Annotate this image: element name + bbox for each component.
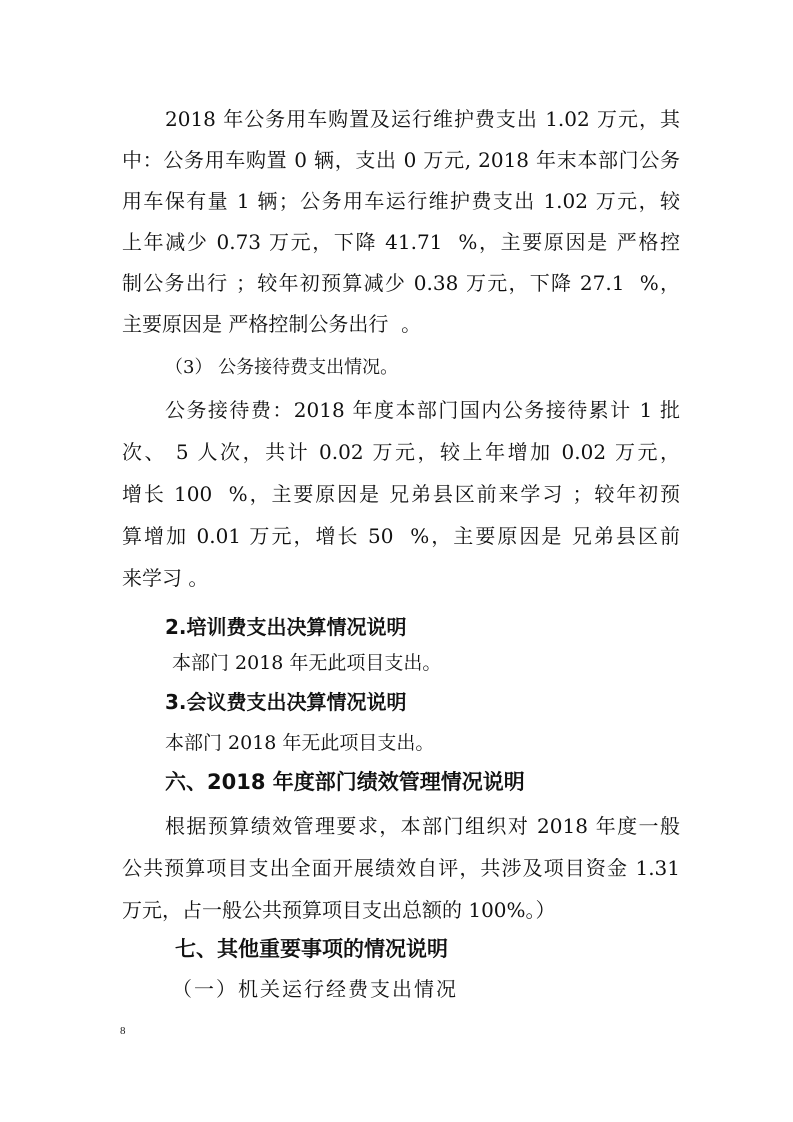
meeting-heading: 3.会议费支出决算情况说明 xyxy=(165,690,407,714)
vehicle-paragraph-line-1: 2018 年公务用车购置及运行维护费支出 1.02 万元，其 xyxy=(165,107,680,131)
reception-paragraph-line-5: 来学习 。 xyxy=(122,566,209,590)
vehicle-paragraph-line-4: 上年减少 0.73 万元，下降 41.71 %，主要原因是 严格控 xyxy=(122,230,680,254)
reception-paragraph-line-4: 算增加 0.01 万元，增长 50 %，主要原因是 兄弟县区前 xyxy=(122,524,680,548)
other-subheading: （一）机关运行经费支出情况 xyxy=(172,977,458,1001)
performance-line-1: 根据预算绩效管理要求，本部门组织对 2018 年度一般 xyxy=(165,814,680,838)
vehicle-paragraph-line-3: 用车保有量 1 辆；公务用车运行维护费支出 1.02 万元，较 xyxy=(122,189,680,213)
vehicle-paragraph-line-6: 主要原因是 严格控制公务出行 。 xyxy=(122,312,422,336)
reception-subheading: （3） 公务接待费支出情况。 xyxy=(165,357,399,378)
training-text: 本部门 2018 年无此项目支出。 xyxy=(172,652,442,674)
training-heading: 2.培训费支出决算情况说明 xyxy=(165,615,407,639)
reception-paragraph-line-3: 增长 100 %，主要原因是 兄弟县区前来学习 ；较年初预 xyxy=(122,482,680,506)
performance-line-3: 万元，占一般公共预算项目支出总额的 100%。） xyxy=(122,898,556,922)
other-heading: 七、其他重要事项的情况说明 xyxy=(175,937,448,961)
page-number: 8 xyxy=(120,1025,126,1037)
vehicle-paragraph-line-5: 制公务出行 ；较年初预算减少 0.38 万元，下降 27.1 %， xyxy=(122,271,680,295)
meeting-text: 本部门 2018 年无此项目支出。 xyxy=(165,732,435,754)
performance-heading: 六、2018 年度部门绩效管理情况说明 xyxy=(165,770,525,794)
reception-paragraph-line-2: 次、 5 人次，共计 0.02 万元，较上年增加 0.02 万元， xyxy=(122,440,680,464)
reception-paragraph-line-1: 公务接待费：2018 年度本部门国内公务接待累计 1 批 xyxy=(165,398,680,422)
performance-line-2: 公共预算项目支出全面开展绩效自评，共涉及项目资金 1.31 xyxy=(122,856,680,880)
vehicle-paragraph-line-2: 中：公务用车购置 0 辆，支出 0 万元, 2018 年末本部门公务 xyxy=(122,148,680,172)
